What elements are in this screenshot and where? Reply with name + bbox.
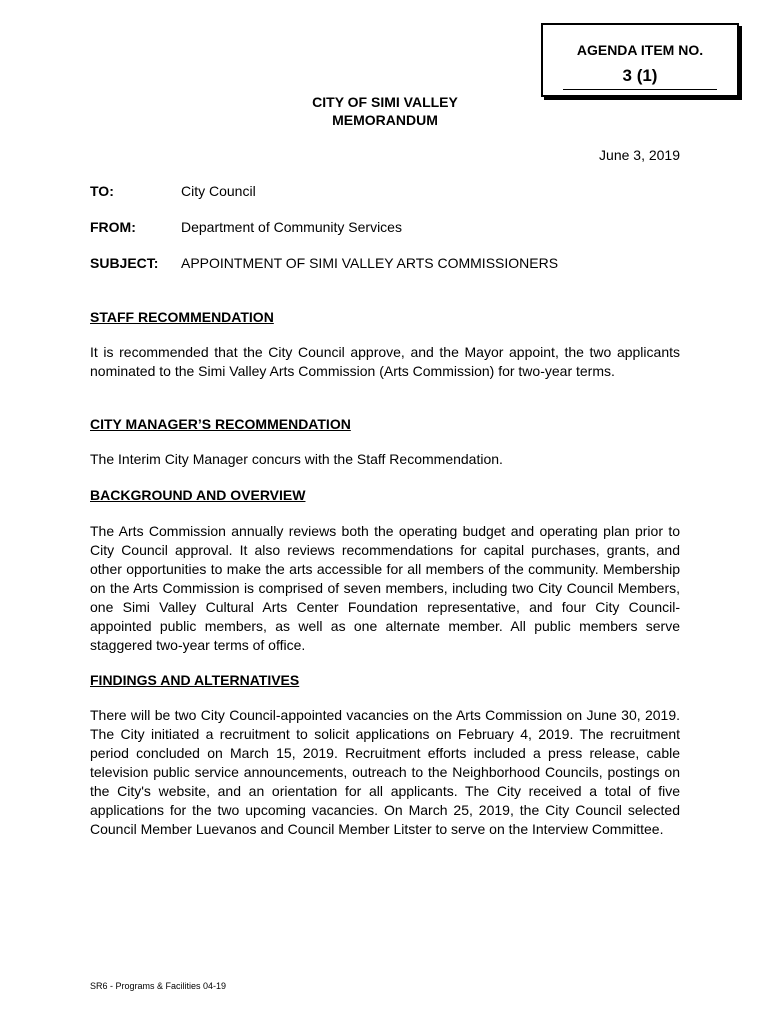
agenda-item-number: 3 (1) <box>622 66 658 85</box>
city-title: CITY OF SIMI VALLEY <box>312 94 458 110</box>
from-label: FROM: <box>90 219 136 235</box>
memo-date: June 3, 2019 <box>599 147 680 163</box>
agenda-item-underline <box>563 89 717 90</box>
findings-body: There will be two City Council-appointed vacancies on the Arts Commission on June 30, 2019. The City initiated a recruitment to solicit applications on February 4, 2019. The recruitment period concluded on March 15, 2019. Recruitment efforts included a press release, cable television public service announcements, outreach to the Neighborhood Councils, postings on the City's website, and an orientation for all applicants. The City received a total of five applications for the two upcoming vacancies. On March 25, 2019, the City Council selected Council Member Luevanos and Council Member Litster to serve on the Interview Committee. <box>90 707 680 837</box>
city-manager-heading: CITY MANAGER’S RECOMMENDATION <box>90 416 351 432</box>
staff-recommendation-heading: STAFF RECOMMENDATION <box>90 309 274 325</box>
to-label: TO: <box>90 183 114 199</box>
agenda-item-label: AGENDA ITEM NO. <box>576 42 704 58</box>
city-manager-body: The Interim City Manager concurs with the Staff Recommendation. <box>90 451 503 467</box>
background-body: The Arts Commission annually reviews both the operating budget and operating plan prior to City Council approval. It also reviews recommendations for capital purchases, grants, and other opportunities to make the arts accessible for all members of the community. Membership on the Arts Commission is comprised of seven members, including two City Council Members, one Simi Valley Cultural Arts Center Foundation representative, and four City Council-appointed public members, as well as one alternate member. All public members serve staggered two-year terms of office. <box>90 523 680 653</box>
findings-heading: FINDINGS AND ALTERNATIVES <box>90 672 300 688</box>
subject-label: SUBJECT: <box>90 255 159 271</box>
memo-title: MEMORANDUM <box>332 112 438 128</box>
to-value: City Council <box>181 183 256 199</box>
agenda-item-box <box>541 23 739 97</box>
from-value: Department of Community Services <box>181 219 402 235</box>
staff-recommendation-body: It is recommended that the City Council approve, and the Mayor appoint, the two applicants nominated to the Simi Valley Arts Commission (Arts Commission) for two-year terms. <box>90 344 680 379</box>
background-heading: BACKGROUND AND OVERVIEW <box>90 487 306 503</box>
footer-form-id: SR6 - Programs & Facilities 04-19 <box>90 981 227 991</box>
subject-value: APPOINTMENT OF SIMI VALLEY ARTS COMMISSIONERS <box>181 255 559 271</box>
